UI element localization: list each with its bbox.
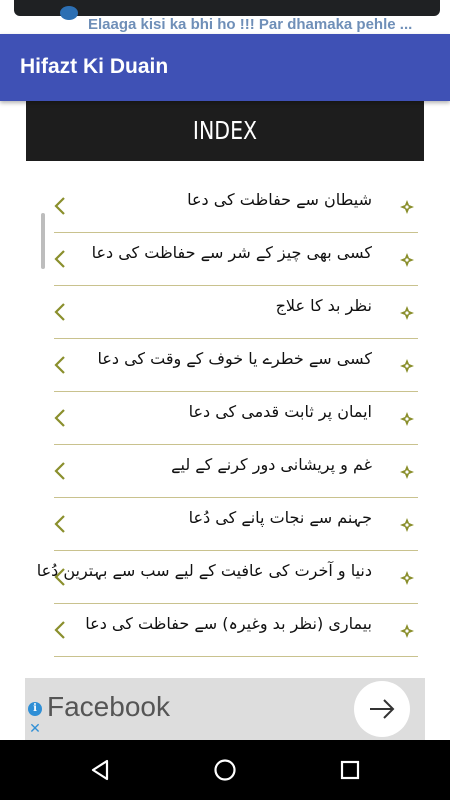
dua-list xyxy=(36,180,418,678)
chevron-left-icon xyxy=(54,356,66,374)
scrollbar-thumb[interactable] xyxy=(41,213,45,269)
list-item[interactable] xyxy=(54,339,418,392)
list-item-label: بیماری (نظر بد وغیرہ) سے حفاظت کی دعا xyxy=(85,614,372,633)
top-ad-text: Elaaga kisi ka bhi ho !!! Par dhamaka pehle ... xyxy=(88,16,413,33)
ornament-bullet-icon xyxy=(400,358,414,372)
top-ad-icon xyxy=(60,6,78,20)
list-item[interactable] xyxy=(54,233,418,286)
list-item[interactable] xyxy=(54,498,418,551)
list-item-label: کسی بھی چیز کے شر سے حفاظت کی دعا xyxy=(91,243,372,262)
ornament-bullet-icon xyxy=(400,411,414,425)
chevron-left-icon xyxy=(54,197,66,215)
home-circle-icon[interactable] xyxy=(213,758,237,782)
list-item-label: شیطان سے حفاظت کی دعا xyxy=(187,190,372,209)
ornament-bullet-icon xyxy=(400,305,414,319)
list-item-label: کسی سے خطرے یا خوف کے وقت کی دعا xyxy=(97,349,372,368)
ornament-bullet-icon xyxy=(400,517,414,531)
arrow-right-icon xyxy=(367,694,397,724)
list-item-label: نظر بد کا علاج xyxy=(275,296,372,315)
bottom-ad-banner[interactable] xyxy=(25,678,425,740)
chevron-left-icon xyxy=(54,621,66,639)
ornament-bullet-icon xyxy=(400,623,414,637)
app-title: Hifazt Ki Duain xyxy=(20,55,169,78)
app-bar xyxy=(0,34,450,101)
list-item[interactable] xyxy=(54,180,418,233)
list-item[interactable] xyxy=(54,445,418,498)
chevron-left-icon xyxy=(54,303,66,321)
ornament-bullet-icon xyxy=(400,199,414,213)
ad-open-button[interactable] xyxy=(354,681,410,737)
close-icon[interactable]: ✕ xyxy=(29,721,41,737)
list-item-label: جہنم سے نجات پانے کی دُعا xyxy=(188,508,372,527)
chevron-left-icon xyxy=(54,515,66,533)
list-item-label: غم و پریشانی دور کرنے کے لیے xyxy=(171,455,372,474)
ad-title: Facebook xyxy=(47,691,170,722)
recent-square-icon[interactable] xyxy=(338,758,362,782)
chevron-left-icon xyxy=(54,462,66,480)
list-item[interactable] xyxy=(36,551,418,604)
info-icon[interactable]: i xyxy=(28,702,42,716)
index-title: INDEX xyxy=(192,116,258,145)
chevron-left-icon xyxy=(54,409,66,427)
chevron-left-icon xyxy=(54,250,66,268)
list-item[interactable] xyxy=(54,604,418,657)
index-header xyxy=(26,101,424,161)
list-item[interactable] xyxy=(54,392,418,445)
ornament-bullet-icon xyxy=(400,570,414,584)
list-item-label: دنیا و آخرت کی عافیت کے لیے سب سے بہترین دُعا xyxy=(36,561,372,580)
ornament-bullet-icon xyxy=(400,464,414,478)
ornament-bullet-icon xyxy=(400,252,414,266)
list-item[interactable] xyxy=(54,286,418,339)
system-nav-bar xyxy=(0,740,450,800)
top-ad-banner[interactable] xyxy=(0,0,450,34)
list-item-label: ایمان پر ثابت قدمی کی دعا xyxy=(188,402,372,421)
back-triangle-icon[interactable] xyxy=(88,758,112,782)
